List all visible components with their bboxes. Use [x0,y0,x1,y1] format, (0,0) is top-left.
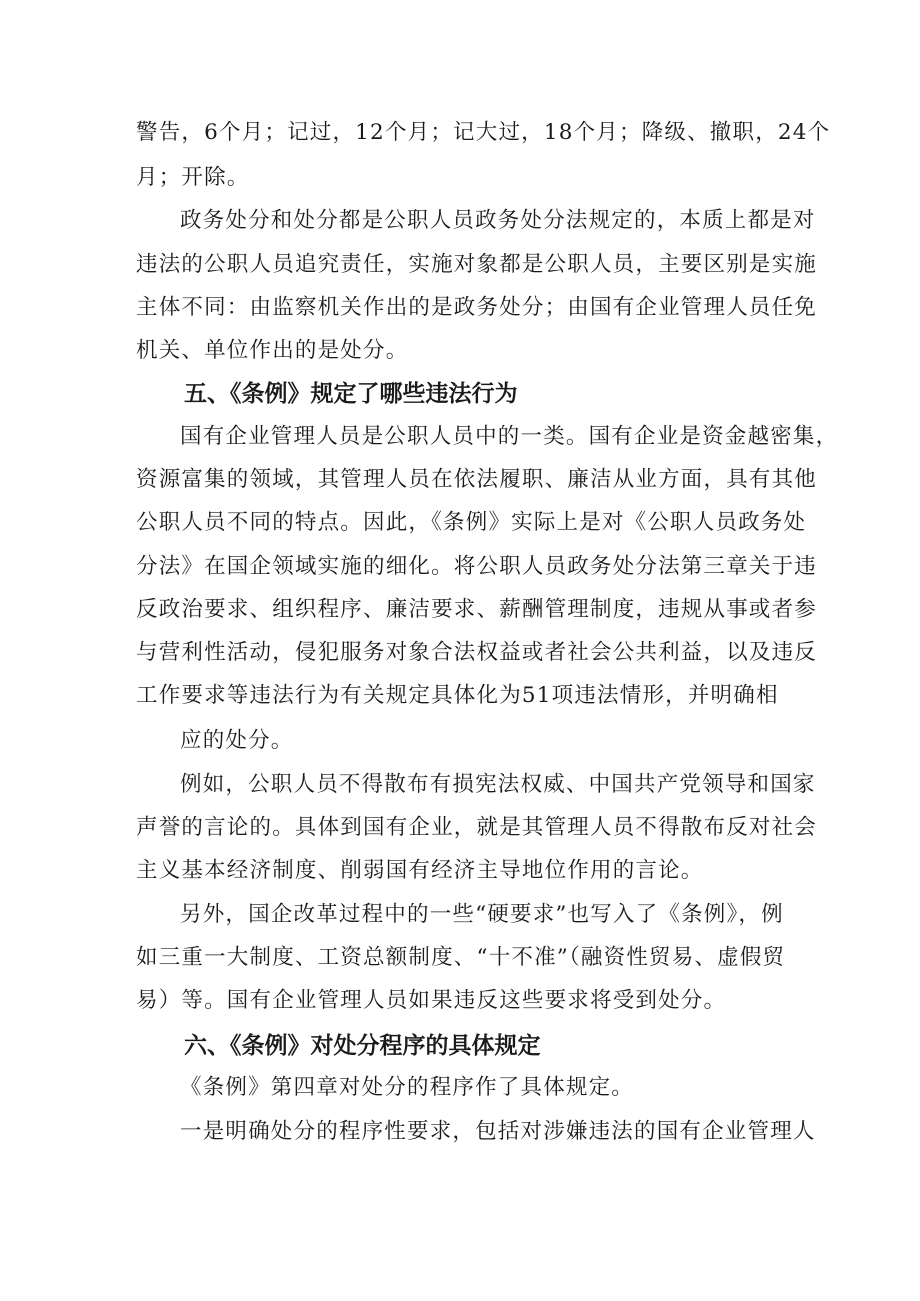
paragraph-line: 《条例》第四章对处分的程序作了具体规定。 [180,1075,635,1100]
paragraph-line: 工作要求等违法行为有关规定具体化为51项违法情形，并明确相 [136,683,779,708]
paragraph-line: 主义基本经济制度、削弱国有经济主导地位作用的言论。 [136,858,704,883]
paragraph-line: 月；开除。 [136,165,250,190]
section-heading-5: 五、《条例》规定了哪些违法行为 [184,381,518,407]
paragraph-line: 如三重一大制度、工资总额制度、“十不准”（融资性贸易、虚假贸 [136,945,786,970]
paragraph-line: 机关、单位作出的是处分。 [136,338,409,363]
paragraph-line: 易）等。国有企业管理人员如果违反这些要求将受到处分。 [136,988,727,1013]
paragraph-line: 一是明确处分的程序性要求，包括对涉嫌违法的国有企业管理人 [180,1119,816,1144]
paragraph-line: 与营利性活动，侵犯服务对象合法权益或者社会公共利益，以及违反 [136,640,818,665]
paragraph-line: 违法的公职人员追究责任，实施对象都是公职人员，主要区别是实施 [136,252,818,277]
paragraph-line: 警告，6个月；记过，12个月；记大过，18个月；降级、撤职，24个 [136,120,831,145]
paragraph-line: 政务处分和处分都是公职人员政务处分法规定的，本质上都是对 [180,208,816,233]
paragraph-line: 资源富集的领域，其管理人员在依法履职、廉洁从业方面，具有其他 [136,467,818,492]
paragraph-line: 应的处分。 [180,728,294,753]
paragraph-line: 另外，国企改革过程中的一些“硬要求”也写入了《条例》，例 [180,902,784,927]
paragraph-line: 主体不同：由监察机关作出的是政务处分；由国有企业管理人员任免 [136,295,818,320]
paragraph-line: 反政治要求、组织程序、廉洁要求、薪酬管理制度，违规从事或者参 [136,597,818,622]
paragraph-line: 分法》在国企领域实施的细化。将公职人员政务处分法第三章关于违 [136,554,818,579]
paragraph-line: 公职人员不同的特点。因此，《条例》实际上是对《公职人员政务处 [136,510,807,535]
section-heading-6: 六、《条例》对处分程序的具体规定 [184,1033,541,1059]
paragraph-line: 国有企业管理人员是公职人员中的一类。国有企业是资金越密集， [180,424,839,449]
paragraph-line: 例如，公职人员不得散布有损宪法权威、中国共产党领导和国家 [180,772,816,797]
paragraph-line: 声誉的言论的。具体到国有企业，就是其管理人员不得散布反对社会 [136,815,818,840]
